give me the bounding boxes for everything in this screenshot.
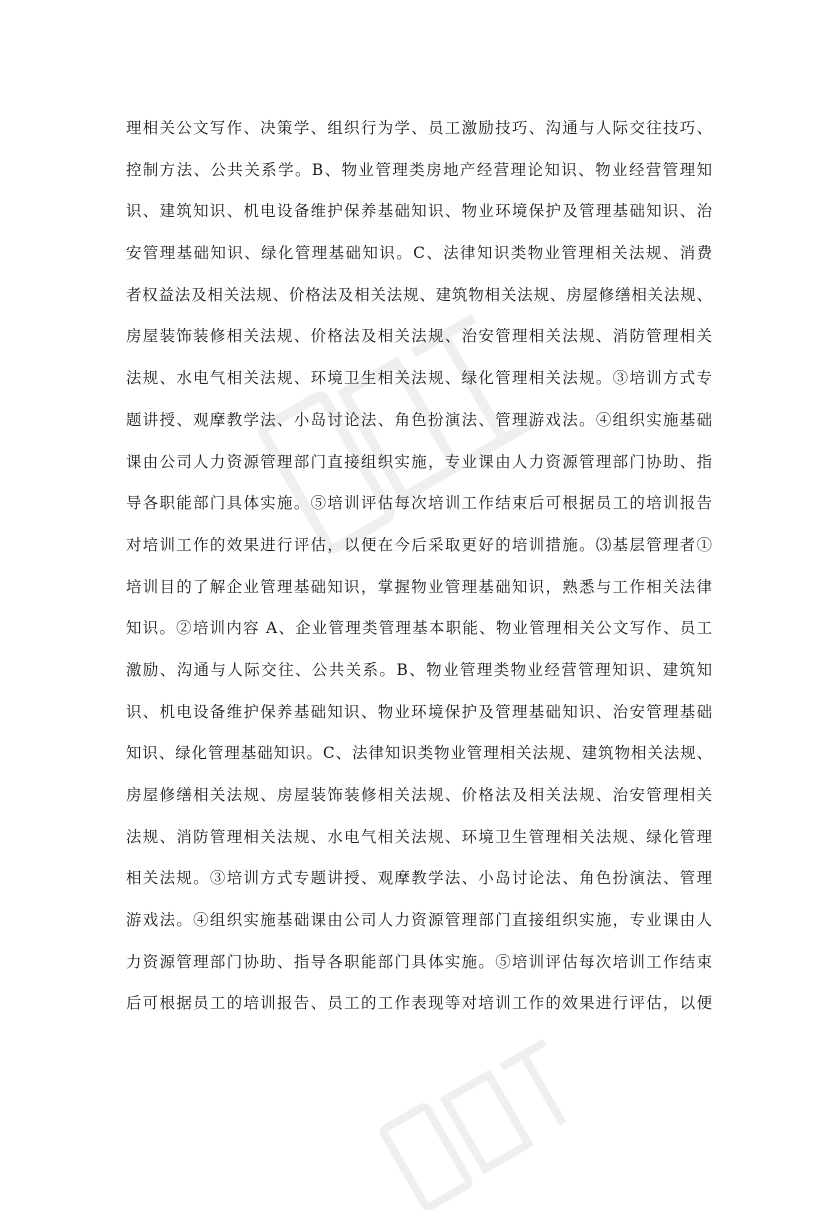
text-line: 者权益法及相关法规、价格法及相关法规、建筑物相关法规、房屋修缮相关法规、 (126, 285, 712, 304)
text-line: 力资源管理部门协助、指导各职能部门具体实施。⑤培训评估每次培训工作结束 (126, 952, 712, 971)
text-line: 对培训工作的效果进行评估，以便在今后采取更好的培训措施。⑶基层管理者① (126, 535, 712, 554)
text-line: 安管理基础知识、绿化管理基础知识。C、法律知识类物业管理相关法规、消费 (126, 244, 712, 263)
text-line: 课由公司人力资源管理部门直接组织实施，专业课由人力资源管理部门协助、指 (126, 452, 712, 471)
text-line: 理相关公文写作、决策学、组织行为学、员工激励技巧、沟通与人际交往技巧、 (126, 119, 712, 137)
text-line: 知识、绿化管理基础知识。C、法律知识类物业管理相关法规、建筑物相关法规、 (126, 744, 712, 763)
text-line: 后可根据员工的培训报告、员工的工作表现等对培训工作的效果进行评估，以便 (126, 994, 712, 1013)
text-line: 房屋修缮相关法规、房屋装饰装修相关法规、价格法及相关法规、治安管理相关 (126, 786, 712, 804)
text-line: 法规、水电气相关法规、环境卫生相关法规、绿化管理相关法规。③培训方式专 (126, 369, 712, 388)
text-line: 知识。②培训内容 A、企业管理类管理基本职能、物业管理相关公文写作、员工 (126, 619, 712, 638)
text-line: 题讲授、观摩教学法、小岛讨论法、角色扮演法、管理游戏法。④组织实施基础 (126, 410, 712, 429)
text-line: 识、建筑知识、机电设备维护保养基础知识、物业环境保护及管理基础知识、治 (126, 202, 712, 221)
text-line: 游戏法。④组织实施基础课由公司人力资源管理部门直接组织实施，专业课由人 (126, 911, 712, 930)
text-line: 控制方法、公共关系学。B、物业管理类房地产经营理论知识、物业经营管理知 (126, 160, 712, 179)
body-text (126, 108, 712, 1025)
text-line: 导各职能部门具体实施。⑤培训评估每次培训工作结束后可根据员工的培训报告 (126, 494, 712, 513)
text-line: 房屋装饰装修相关法规、价格法及相关法规、治安管理相关法规、消防管理相关 (126, 327, 712, 346)
text-line: 相关法规。③培训方式专题讲授、观摩教学法、小岛讨论法、角色扮演法、管理 (126, 869, 712, 888)
text-line: 识、机电设备维护保养基础知识、物业环境保护及管理基础知识、治安管理基础 (126, 702, 712, 721)
text-line: 法规、消防管理相关法规、水电气相关法规、环境卫生管理相关法规、绿化管理 (126, 827, 712, 846)
watermark-logo-icon-bottom (363, 1018, 596, 1222)
text-line: 激励、沟通与人际交往、公共关系。B、物业管理类物业经营管理知识、建筑知 (126, 660, 712, 679)
text-line: 培训目的了解企业管理基础知识，掌握物业管理基础知识，熟悉与工作相关法律 (126, 577, 712, 596)
